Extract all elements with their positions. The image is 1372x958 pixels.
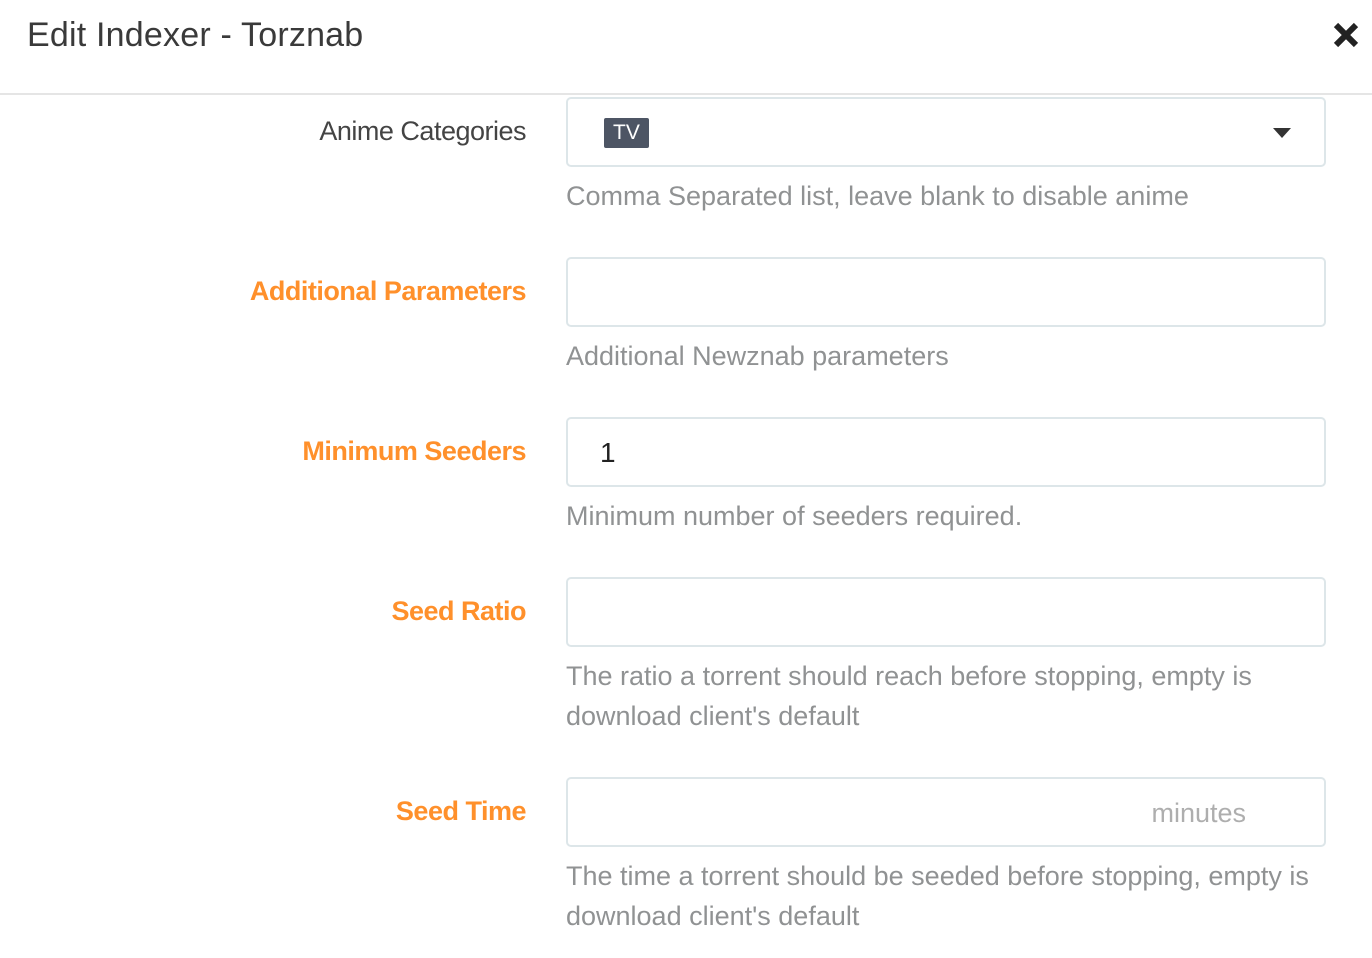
additional-parameters-label: Additional Parameters: [249, 276, 526, 306]
category-tag-tv[interactable]: TV: [604, 118, 649, 148]
seed-time-unit: minutes: [1151, 798, 1246, 828]
minimum-seeders-input[interactable]: [566, 417, 1326, 487]
anime-categories-help: Comma Separated list, leave blank to disable anime: [566, 181, 1189, 211]
minimum-seeders-value: 1: [600, 437, 616, 468]
seed-time-help: The time a torrent should be seeded before stopping, empty is download client's default: [566, 861, 1309, 931]
seed-time-label: Seed Time: [395, 796, 526, 826]
minimum-seeders-label: Minimum Seeders: [302, 436, 526, 466]
seed-ratio-help: The ratio a torrent should reach before stopping, empty is download client's default: [566, 661, 1252, 731]
close-icon: [1333, 22, 1359, 48]
anime-categories-label: Anime Categories: [319, 116, 526, 146]
close-button[interactable]: [1328, 16, 1364, 54]
additional-parameters-input[interactable]: [566, 257, 1326, 327]
anime-categories-select[interactable]: [566, 97, 1326, 167]
seed-ratio-input[interactable]: [566, 577, 1326, 647]
minimum-seeders-help: Minimum number of seeders required.: [566, 501, 1023, 531]
modal-title: Edit Indexer - Torznab: [27, 16, 364, 54]
seed-time-input[interactable]: [566, 777, 1326, 847]
caret-down-icon[interactable]: [1273, 128, 1291, 138]
seed-ratio-label: Seed Ratio: [391, 596, 526, 626]
modal-header: [0, 0, 1372, 95]
additional-parameters-help: Additional Newznab parameters: [566, 341, 949, 371]
